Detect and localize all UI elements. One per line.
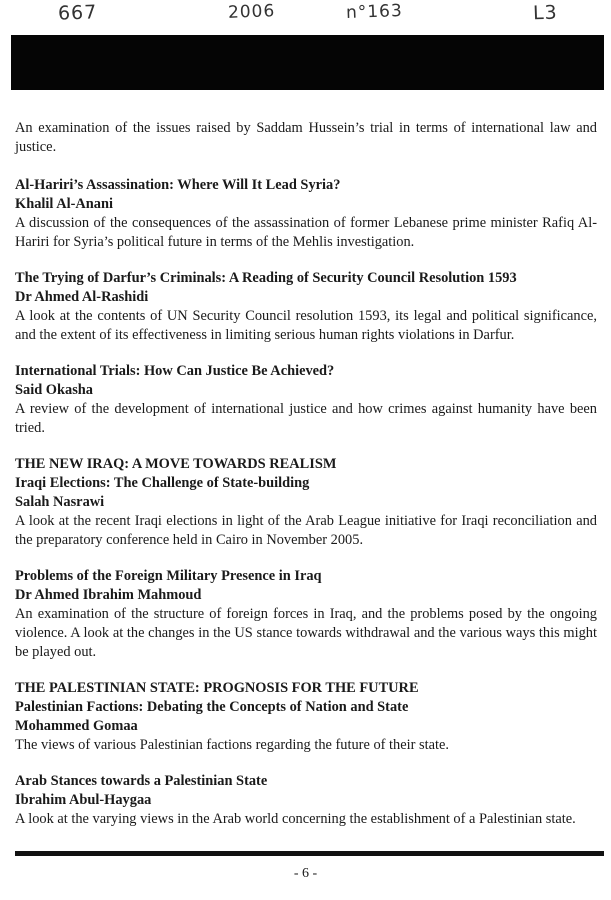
article-author: Salah Nasrawi [15, 494, 105, 510]
article-description: The views of various Palestinian factions regarding the future of their state. [15, 737, 449, 753]
article-title: Palestinian Factions: Debating the Concepts of Nation and State [15, 699, 409, 715]
handwritten-note: 2006 [227, 1, 276, 23]
handwritten-note: 667 [57, 1, 98, 25]
article-title: Problems of the Foreign Military Presence in Iraq [15, 568, 322, 584]
header-black-bar [11, 35, 604, 90]
handwritten-note: L3 [532, 1, 559, 25]
article-title: Al-Hariri’s Assassination: Where Will It Lead Syria? [15, 177, 341, 193]
article-title: Arab Stances towards a Palestinian State [15, 773, 268, 789]
footer-rule [15, 851, 604, 856]
page-number: - 6 - [293, 866, 318, 881]
article-description: An examination of the structure of foreign forces in Iraq, and the problems posed by the ongoing violence. A look at the changes in the US stance towards withdrawal and the various ways this might be played out. [15, 606, 597, 660]
article-item [15, 362, 597, 438]
article-author: Mohammed Gomaa [15, 718, 138, 734]
article-description: A look at the recent Iraqi elections in light of the Arab League initiative for Iraqi reconciliation and the preparatory conference held in Cairo in November 2005. [15, 513, 597, 548]
intro-paragraph: An examination of the issues raised by Saddam Hussein’s trial in terms of international law and justice. [15, 120, 597, 155]
article-description: A look at the contents of UN Security Council resolution 1593, its legal and political significance, and the extent of its effectiveness in limiting serious human rights violations in Darfur. [15, 308, 597, 343]
article-item [15, 176, 597, 252]
article-description: A look at the varying views in the Arab world concerning the establishment of a Palestinian state. [15, 811, 576, 827]
article-list [15, 119, 597, 846]
article-item [15, 679, 597, 755]
section-heading: THE PALESTINIAN STATE: PROGNOSIS FOR THE FUTURE [15, 680, 419, 696]
article-item [15, 772, 597, 829]
article-description: A discussion of the consequences of the assassination of former Lebanese prime minister Rafiq Al-Hariri for Syria’s political future in terms of the Mehlis investigation. [15, 215, 597, 250]
section-heading: THE NEW IRAQ: A MOVE TOWARDS REALISM [15, 456, 337, 472]
handwritten-note: n°163 [345, 1, 404, 23]
article-author: Ibrahim Abul-Haygaa [15, 792, 152, 808]
article-author: Dr Ahmed Ibrahim Mahmoud [15, 587, 202, 603]
article-author: Khalil Al-Anani [15, 196, 113, 212]
article-title: International Trials: How Can Justice Be Achieved? [15, 363, 335, 379]
article-title: The Trying of Darfur’s Criminals: A Reading of Security Council Resolution 1593 [15, 270, 517, 286]
article-item [15, 455, 597, 550]
article-author: Said Okasha [15, 382, 93, 398]
article-description: A review of the development of international justice and how crimes against humanity have been tried. [15, 401, 597, 436]
article-item [15, 567, 597, 662]
article-item [15, 269, 597, 345]
article-author: Dr Ahmed Al-Rashidi [15, 289, 149, 305]
article-title: Iraqi Elections: The Challenge of State-building [15, 475, 310, 491]
